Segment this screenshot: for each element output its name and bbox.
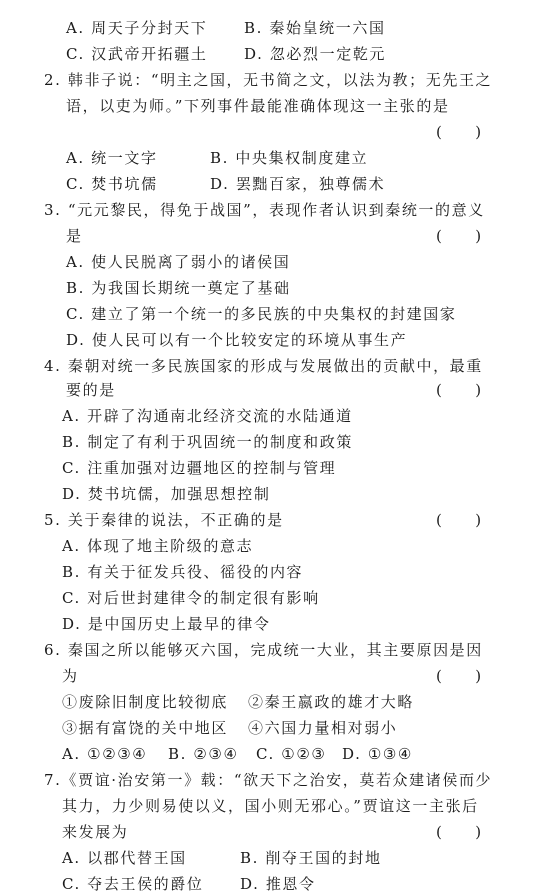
- q5-answer-blank[interactable]: ( ): [436, 511, 482, 529]
- q2-option-d[interactable]: D. 罢黜百家，独尊儒术: [210, 175, 386, 193]
- q6-option-c[interactable]: C. ①②③: [256, 745, 327, 763]
- q6-stem-line-2: 为: [62, 667, 79, 685]
- q3-option-a[interactable]: A. 使人民脱离了弱小的诸侯国: [66, 253, 291, 271]
- q7-option-a[interactable]: A. 以郡代替王国: [62, 849, 187, 867]
- q6-item-4: ④六国力量相对弱小: [248, 719, 398, 737]
- q3-answer-blank[interactable]: ( ): [436, 227, 482, 245]
- q3-option-c[interactable]: C. 建立了第一个统一的多民族的中央集权的封建国家: [66, 305, 457, 323]
- q7-option-c[interactable]: C. 夺去王侯的爵位: [62, 875, 204, 893]
- q4-option-d[interactable]: D. 焚书坑儒，加强思想控制: [62, 485, 271, 503]
- q6-answer-blank[interactable]: ( ): [436, 667, 482, 685]
- q5-option-d[interactable]: D. 是中国历史上最早的律令: [62, 615, 271, 633]
- q7-stem-line-3: 来发展为: [62, 823, 129, 841]
- q6-item-2: ②秦王嬴政的雄才大略: [248, 693, 415, 711]
- q3-option-b[interactable]: B. 为我国长期统一奠定了基础: [66, 279, 291, 297]
- q6-option-a[interactable]: A. ①②③④: [62, 745, 148, 763]
- q1-option-a[interactable]: A. 周天子分封天下: [66, 19, 208, 37]
- q1-option-c[interactable]: C. 汉武帝开拓疆土: [66, 45, 208, 63]
- q4-option-a[interactable]: A. 开辟了沟通南北经济交流的水陆通道: [62, 407, 353, 425]
- q7-stem-line-2: 其力，力少则易使以义，国小则无邪心。”贾谊这一主张后: [62, 797, 479, 815]
- q7-option-b[interactable]: B. 削夺王国的封地: [240, 849, 382, 867]
- q6-option-d[interactable]: D. ①③④: [342, 745, 413, 763]
- q6-option-b[interactable]: B. ②③④: [168, 745, 239, 763]
- q4-stem-line-2: 要的是: [66, 381, 116, 399]
- q2-stem-line-2: 语，以吏为师。”下列事件最能准确体现这一主张的是: [66, 97, 450, 115]
- q5-option-c[interactable]: C. 对后世封建律令的制定很有影响: [62, 589, 320, 607]
- q2-option-a[interactable]: A. 统一文字: [66, 149, 158, 167]
- q1-option-d[interactable]: D. 忽必烈一定乾元: [244, 45, 387, 63]
- q3-stem-line-1: 3. “元元黎民，得免于战国”，表现作者认识到秦统一的意义: [44, 201, 485, 219]
- q6-item-3: ③据有富饶的关中地区: [62, 719, 229, 737]
- q7-answer-blank[interactable]: ( ): [436, 823, 482, 841]
- q4-stem-line-1: 4. 秦朝对统一多民族国家的形成与发展做出的贡献中，最重: [44, 357, 483, 375]
- q1-option-b[interactable]: B. 秦始皇统一六国: [244, 19, 386, 37]
- q2-stem-line-1: 2. 韩非子说：“明主之国，无书简之文，以法为教；无先王之: [44, 71, 493, 89]
- q7-option-d[interactable]: D. 推恩令: [240, 875, 316, 893]
- q2-answer-blank[interactable]: ( ): [436, 123, 482, 141]
- q3-option-d[interactable]: D. 使人民可以有一个比较安定的环境从事生产: [66, 331, 408, 349]
- q5-option-a[interactable]: A. 体现了地主阶级的意志: [62, 537, 254, 555]
- q2-option-b[interactable]: B. 中央集权制度建立: [210, 149, 369, 167]
- q6-item-1: ①废除旧制度比较彻底: [62, 693, 229, 711]
- q3-stem-line-2: 是: [66, 227, 83, 245]
- q4-option-c[interactable]: C. 注重加强对边疆地区的控制与管理: [62, 459, 337, 477]
- q4-answer-blank[interactable]: ( ): [436, 381, 482, 399]
- q5-stem-line-1: 5. 关于秦律的说法，不正确的是: [44, 511, 284, 529]
- q7-stem-line-1: 7.《贾谊·治安第一》载：“欲天下之治安，莫若众建诸侯而少: [44, 771, 493, 789]
- q4-option-b[interactable]: B. 制定了有利于巩固统一的制度和政策: [62, 433, 353, 451]
- q2-option-c[interactable]: C. 焚书坑儒: [66, 175, 158, 193]
- q6-stem-line-1: 6. 秦国之所以能够灭六国，完成统一大业，其主要原因是因: [44, 641, 483, 659]
- q5-option-b[interactable]: B. 有关于征发兵役、徭役的内容: [62, 563, 304, 581]
